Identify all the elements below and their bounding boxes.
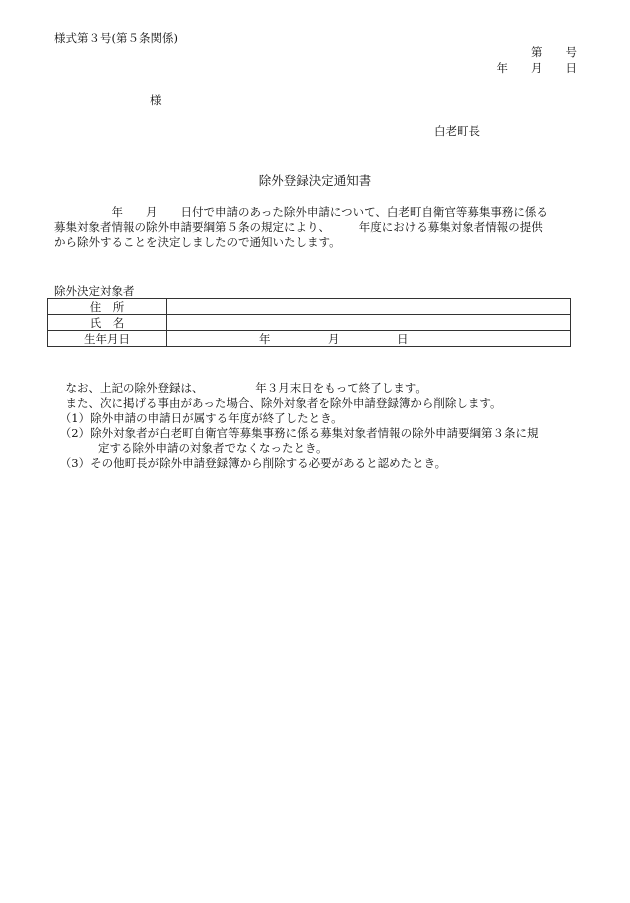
notes-section <box>54 381 584 471</box>
address-value <box>167 299 571 315</box>
addressee-honorific: 様 <box>150 93 162 107</box>
document-date: 年 月 日 <box>496 61 577 75</box>
document-title: 除外登録決定通知書 <box>258 173 372 188</box>
table-row <box>48 299 571 315</box>
form-id: 様式第３号(第５条関係) <box>54 31 178 45</box>
table-row <box>48 331 571 347</box>
name-value <box>167 315 571 331</box>
birthdate-label: 生年月日 <box>48 331 167 347</box>
body-line-3: から除外することを決定しましたので通知いたします。 <box>54 235 341 249</box>
notes-line-2: また、次に掲げる事由があった場合、除外対象者を除外申請登録簿から削除します。 <box>54 396 502 410</box>
notes-item-3: （3）その他町長が除外申請登録簿から削除する必要があると認めたとき。 <box>54 456 447 470</box>
notes-item-2-continued: 定する除外申請の対象者でなくなったとき。 <box>98 441 328 455</box>
table-caption: 除外決定対象者 <box>54 284 135 298</box>
issuer: 白老町長 <box>434 124 480 138</box>
notes-item-2: （2）除外対象者が白老町自衛官等募集事務に係る募集対象者情報の除外申請要綱第３条に規 <box>54 426 539 440</box>
birthdate-value: 年 月 日 <box>167 331 571 347</box>
address-label: 住 所 <box>48 299 167 315</box>
document-number: 第 号 <box>531 45 577 59</box>
body-line-2: 募集対象者情報の除外申請要綱第５条の規定により、 年度における募集対象者情報の提供 <box>54 220 543 234</box>
name-label: 氏 名 <box>48 315 167 331</box>
notes-item-1: （1）除外申請の申請日が属する年度が終了したとき。 <box>54 411 343 425</box>
target-person-table <box>47 298 571 347</box>
body-paragraph <box>54 205 578 250</box>
notes-line-1: なお、上記の除外登録は、 年３月末日をもって終了します。 <box>54 381 427 395</box>
body-line-1: 年 月 日付で申請のあった除外申請について、白老町自衛官等募集事務に係る <box>54 205 548 219</box>
table-row <box>48 315 571 331</box>
